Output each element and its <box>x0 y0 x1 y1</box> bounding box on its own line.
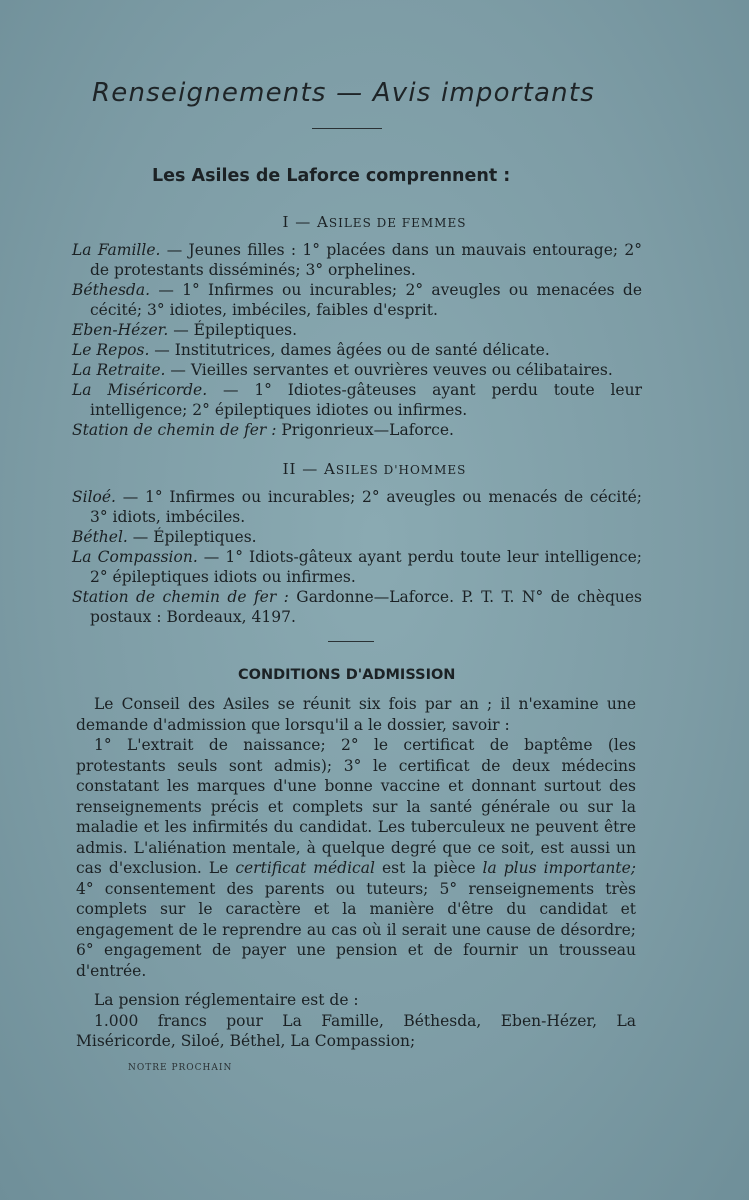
list-item <box>72 320 642 340</box>
requirements-emphasis: la plus importante; <box>482 859 637 877</box>
asylum-name: Béthel. <box>72 528 128 546</box>
men-section-numeral: II — <box>282 460 319 478</box>
station-value: Prigonrieux—Laforce. <box>276 421 454 439</box>
men-section-first-letter: A <box>324 460 336 478</box>
asylum-description: — Jeunes filles : 1° placées dans un mauvais entourage; 2° de protestants disséminés; 3° orphelines. <box>90 241 642 279</box>
page-footer: NOTRE PROCHAIN <box>128 1063 233 1073</box>
list-item <box>72 280 642 320</box>
asylum-description: — 1° Idiotes-gâteuses ayant perdu toute leur intelligence; 2° épileptiques idiotes ou infirmes. <box>90 381 642 419</box>
requirements-text-part: 1° L'extrait de naissance; 2° le certificat de baptême (les protestants seuls sont admis); 3° le certificat de deux médecins constatant les marques d'une bonne vaccine et donnant surtout des renseignements précis et complets sur la santé générale ou sur la maladie et les infirmités du candidat. Les tuberculeux ne peuvent être admis. L'aliénation mentale, à quelque degré que ce soit, est aussi un cas d'exclusion. Le <box>76 736 636 877</box>
women-section-rest: SILES DE FEMMES <box>328 216 467 230</box>
asylum-description: — 1° Infirmes ou incurables; 2° aveugles ou menacées de cécité; 3° idiotes, imbéciles, faibles d'esprit. <box>90 281 642 319</box>
admission-conditions <box>76 694 636 1052</box>
admission-requirements <box>76 735 636 981</box>
women-section-first-letter: A <box>317 213 329 231</box>
asylum-description: — 1° Infirmes ou incurables; 2° aveugles ou menacés de cécité; 3° idiots, imbéciles. <box>90 488 642 526</box>
list-item <box>72 487 642 527</box>
station-label: Station de chemin de fer : <box>72 421 277 439</box>
station-line <box>72 420 642 440</box>
asylum-name: La Retraite. <box>72 361 166 379</box>
men-section-heading <box>0 460 749 478</box>
men-section-rest: SILES D'HOMMES <box>335 463 467 477</box>
requirements-emphasis: certificat médical <box>235 859 375 877</box>
list-item <box>72 380 642 420</box>
asylum-name: La Compassion. <box>72 548 198 566</box>
asylum-name: Siloé. <box>72 488 116 506</box>
station-line <box>72 587 642 627</box>
asylum-description: — Institutrices, dames âgées ou de santé délicate. <box>149 341 550 359</box>
women-section-numeral: I — <box>282 213 312 231</box>
requirements-text-part: 4° consentement des parents ou tuteurs; 5° renseignements très complets sur le caractère et la manière d'être du candidat et engagement de le reprendre au cas où il serait une cause de désordre; 6° engagement de payer une pension et de fournir un trousseau d'entrée. <box>76 879 636 980</box>
station-value: Gardonne—Laforce. P. T. T. N° de chèques postaux : Bordeaux, 4197. <box>90 588 642 626</box>
requirements-text-part: est la pièce <box>374 859 483 877</box>
title-rule <box>312 128 382 129</box>
asylum-name: La Famille. <box>72 241 161 259</box>
asylum-description: — Vieilles servantes et ouvrières veuves ou célibataires. <box>165 361 613 379</box>
pension-intro: La pension réglementaire est de : <box>94 991 359 1009</box>
section-divider <box>328 641 374 642</box>
list-item <box>72 240 642 280</box>
asylum-description: — 1° Idiots-gâteux ayant perdu toute leur intelligence; 2° épileptiques idiots ou infirmes. <box>90 548 643 586</box>
asylum-name: Béthesda. <box>72 281 150 299</box>
list-item <box>72 527 642 547</box>
men-asylum-list <box>72 487 642 627</box>
station-label: Station de chemin de fer : <box>72 588 289 606</box>
admission-intro: Le Conseil des Asiles se réunit six fois par an ; il n'examine une demande d'admission que lorsqu'il a le dossier, savoir : <box>76 695 636 734</box>
asylums-subtitle: Les Asiles de Laforce comprennent : <box>152 166 511 186</box>
asylum-description: — Épileptiques. <box>127 528 257 546</box>
asylum-name: La Miséricorde. <box>72 381 208 399</box>
asylum-name: Eben-Hézer. <box>72 321 169 339</box>
list-item <box>72 340 642 360</box>
page-title: Renseignements — Avis importants <box>92 78 595 108</box>
pension-detail: 1.000 francs pour La Famille, Béthesda, Eben-Hézer, La Miséricorde, Siloé, Béthel, La Compassion; <box>76 1011 636 1050</box>
list-item <box>72 547 642 587</box>
asylum-description: — Épileptiques. <box>168 321 298 339</box>
asylum-name: Le Repos. <box>72 341 150 359</box>
women-asylum-list <box>72 240 642 440</box>
list-item <box>72 360 642 380</box>
admission-heading: CONDITIONS D'ADMISSION <box>238 667 456 683</box>
women-section-heading <box>0 213 749 231</box>
